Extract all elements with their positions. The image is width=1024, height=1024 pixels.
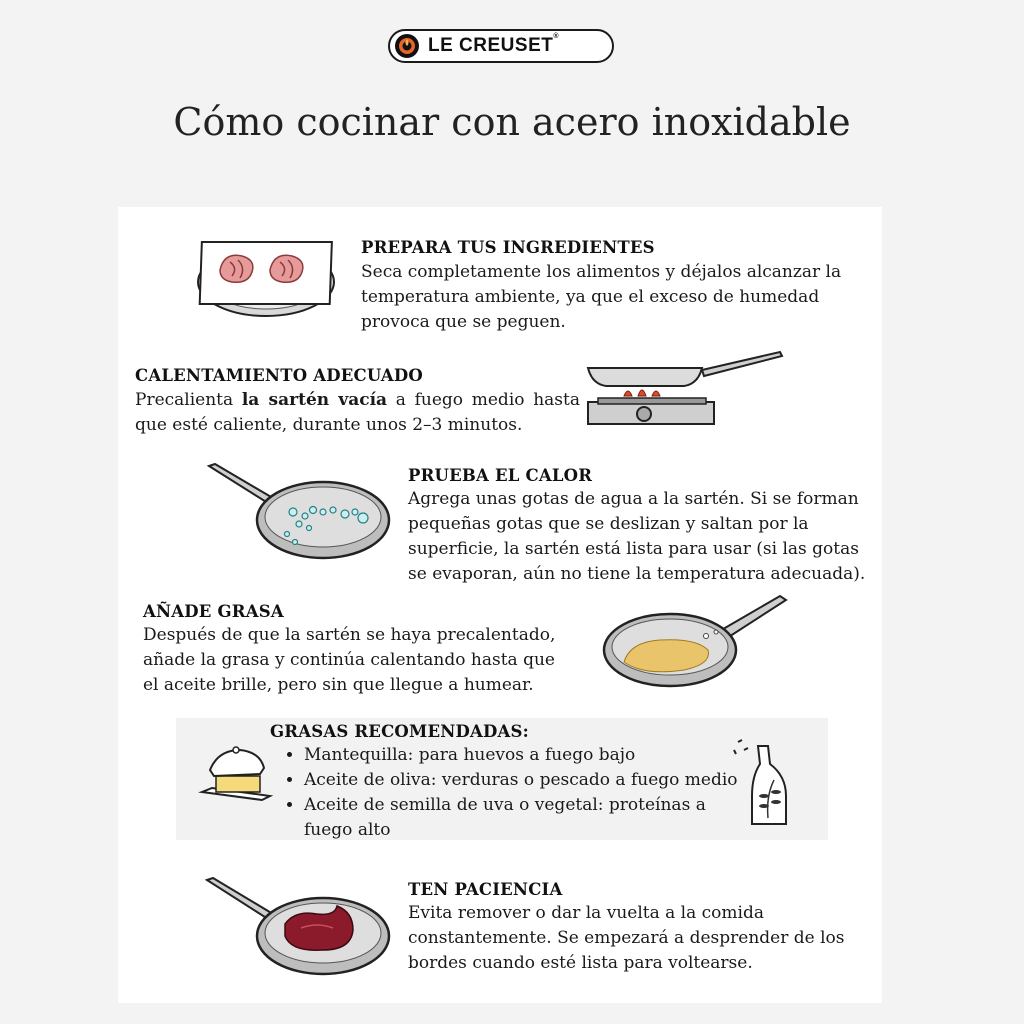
text-line: añade la grasa y continúa calentando hasta que [143,650,555,670]
section-prepare [361,238,861,335]
butter-dish-icon [200,746,274,812]
section-preheat [135,366,580,438]
text-line: temperatura ambiente, ya que el exceso de humedad [361,287,820,307]
section-heading: CALENTAMIENTO ADECUADO [135,366,423,385]
text-line: bordes cuando esté lista para voltearse. [408,953,753,973]
text-line: Evita remover o dar la vuelta a la comida [408,903,764,923]
brand-logo [388,29,614,63]
section-text [361,260,861,335]
pan-water-drops-icon [205,462,395,562]
list-item: • Mantequilla: para huevos a fuego bajo [304,743,740,768]
salmon-plate-icon [194,238,342,322]
pan-with-oil-icon [600,592,790,692]
text-line: provoca que se peguen. [361,312,566,332]
pan-with-steak-icon [205,876,395,978]
text-line: Precalienta la sartén vacía a fuego medio hasta [135,390,580,410]
text-line: Agrega unas gotas de agua a la sartén. Si se forman [408,489,859,509]
section-heading: GRASAS RECOMENDADAS: [270,722,529,741]
section-text [408,901,848,976]
text-line: Después de que la sartén se haya precalentado, [143,625,556,645]
section-text [408,487,868,587]
section-text [135,388,580,438]
list-item: • Aceite de oliva: verduras o pescado a fuego medio [304,768,740,793]
section-heading: TEN PACIENCIA [408,880,563,899]
list-item: • Aceite de semilla de uva o vegetal: proteínas a [304,793,740,818]
brand-name: LE CREUSET® [428,33,560,56]
oil-bottle-icon [730,736,800,832]
text-line: Seca completamente los alimentos y déjalos alcanzar la [361,262,842,282]
flame-ring-icon [394,33,420,59]
section-heading: AÑADE GRASA [143,602,284,621]
fats-list [270,743,740,843]
section-add-fat [143,602,593,698]
section-heading: PRUEBA EL CALOR [408,466,593,485]
list-item: fuego alto [304,820,391,840]
text-line: constantemente. Se empezará a desprender de los [408,928,845,948]
text-line: se evaporan, aún no tiene la temperatura adecuada). [408,564,866,584]
text-line: pequeñas gotas que se deslizan y saltan por la [408,514,809,534]
section-patience [408,880,848,976]
pan-on-stove-icon [584,348,784,428]
section-text [143,623,593,698]
page-title: Cómo cocinar con acero inoxidable [173,100,851,144]
section-test-heat [408,466,868,587]
text-line: superficie, la sartén está lista para usar (si las gotas [408,539,859,559]
section-recommended-fats [270,722,740,843]
text-line: el aceite brille, pero sin que llegue a humear. [143,675,534,695]
section-heading: PREPARA TUS INGREDIENTES [361,238,655,257]
text-line: que esté caliente, durante unos 2–3 minutos. [135,415,523,435]
